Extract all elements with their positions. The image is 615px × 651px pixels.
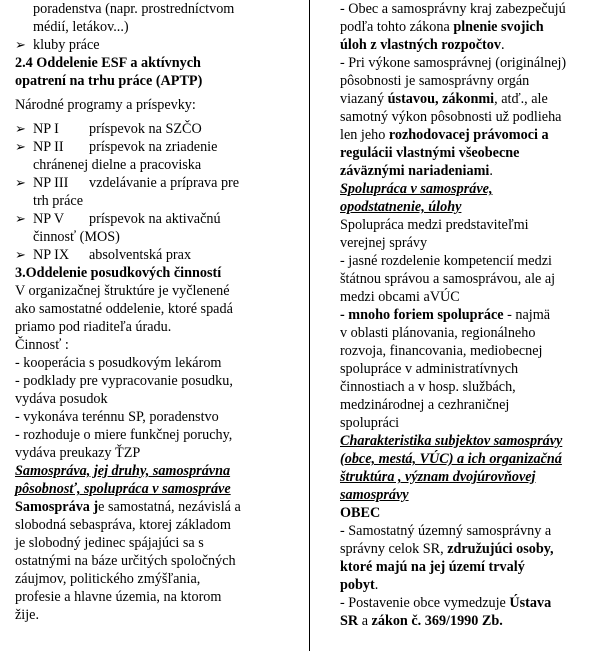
list-item: ➢ kluby práce xyxy=(15,37,100,53)
text-line: pôsobnosti je samosprávny orgán xyxy=(340,73,530,89)
arrow-bullet-icon: ➢ xyxy=(15,175,26,190)
forms-text xyxy=(340,324,602,432)
arrow-bullet-icon: ➢ xyxy=(15,121,26,136)
text-line: - Samostatný územný samosprávny a xyxy=(340,523,552,539)
samosprava-text xyxy=(15,516,302,624)
text-line: - mnoho foriem spolupráce - najmä xyxy=(340,307,551,323)
text-line: - vykonáva terénnu SP, poradenstvo xyxy=(15,409,219,425)
np-item xyxy=(15,210,302,228)
text-line: poradenstva (napr. prostredníctvom xyxy=(33,1,235,17)
text-line: podľa tohto zákona plnenie svojich xyxy=(340,19,544,35)
text-line: činnostiach a v hosp. službách, xyxy=(340,379,516,395)
text-line: ostatnými na báze určitých spoločných xyxy=(15,553,236,569)
activities-list xyxy=(15,354,302,462)
text-line: samotný výkon pôsobnosti už podlieha xyxy=(340,109,562,125)
np-item xyxy=(15,174,302,192)
text-line: SR a zákon č. 369/1990 Zb. xyxy=(340,613,503,629)
np-item-cont xyxy=(15,192,302,210)
text-line: vydáva posudok xyxy=(15,391,108,407)
text-line: V organizačnej štruktúre je vyčlenené xyxy=(15,283,230,299)
np-desc: chránenej dielne a pracoviska xyxy=(33,157,202,173)
text-line: len jeho rozhodovacej právomoci a xyxy=(340,127,549,143)
cinnost-label: Činnosť : xyxy=(15,337,69,353)
np-item xyxy=(15,138,302,156)
column-divider xyxy=(309,0,310,651)
text-line: - Pri výkone samosprávnej (originálnej) xyxy=(340,55,567,71)
text-line: pobyt. xyxy=(340,577,379,593)
obec-heading: OBEC xyxy=(340,505,381,521)
text-line: štátnou správou a samosprávou, ale aj xyxy=(340,271,556,287)
sec3-text xyxy=(15,282,302,336)
text-line: v oblasti plánovania, regionálneho xyxy=(340,325,536,341)
text-line: viazaný ústavou, zákonmi, atď., ale xyxy=(340,91,548,107)
text-line: štruktúra , význam dvojúrovňovej xyxy=(340,469,536,485)
np-desc: činnosť (MOS) xyxy=(33,229,120,245)
text-line: - podklady pre vypracovanie posudku, xyxy=(15,373,233,389)
text-line: úloh z vlastných rozpočtov. xyxy=(340,37,505,53)
text-line: záujmov, politického zmýšľania, xyxy=(15,571,201,587)
section-heading: 2.4 Oddelenie ESF a aktívnych xyxy=(15,55,201,71)
text-line: ktoré majú na jej území trvalý xyxy=(340,559,525,575)
text-line: medzinárodnej a cezhraničnej xyxy=(340,397,510,413)
text-line: médií, letákov...) xyxy=(33,19,129,35)
text-line: Spolupráca medzi predstaviteľmi xyxy=(340,217,529,233)
text-line: Charakteristika subjektov samosprávy xyxy=(340,433,563,449)
text-line: verejnej správy xyxy=(340,235,428,251)
text-line: - kooperácia s posudkovým lekárom xyxy=(15,355,222,371)
np-desc: príspevok na SZČO xyxy=(89,121,202,137)
text-line: spolupráci xyxy=(340,415,400,431)
np-intro: Národné programy a príspevky: xyxy=(15,97,196,113)
text-line: - Postavenie obce vymedzuje Ústava xyxy=(340,595,552,611)
section-heading: 3.Oddelenie posudkových činností xyxy=(15,265,222,281)
left-column xyxy=(15,0,302,624)
char-heading xyxy=(340,432,602,504)
np-desc: vzdelávanie a príprava pre xyxy=(89,175,240,191)
np-desc: príspevok na zriadenie xyxy=(89,139,218,155)
text-line: žije. xyxy=(15,607,40,623)
np-code: NP IX xyxy=(33,247,70,263)
np-item xyxy=(15,246,302,264)
text-line: spolupráce v administratívnych xyxy=(340,361,519,377)
text-line: - rozhoduje o miere funkčnej poruchy, xyxy=(15,427,233,443)
np-code: NP III xyxy=(33,175,69,191)
spolupraca-heading: Spolupráca v samospráve, xyxy=(340,181,493,197)
np-item-cont xyxy=(15,156,302,174)
samosprava-heading: Samospráva, jej druhy, samosprávna xyxy=(15,463,231,479)
right-column xyxy=(340,0,602,630)
np-code: NP I xyxy=(33,121,59,137)
np-code: NP V xyxy=(33,211,65,227)
arrow-bullet-icon: ➢ xyxy=(15,247,26,262)
text-line: medzi obcami aVÚC xyxy=(340,289,460,305)
text-line: vydáva preukazy ŤZP xyxy=(15,445,141,461)
np-item-cont xyxy=(15,228,302,246)
np-desc: absolventská prax xyxy=(89,247,192,263)
text-line: - jasné rozdelenie kompetencií medzi xyxy=(340,253,552,269)
np-desc: príspevok na aktivačnú xyxy=(89,211,221,227)
text-line: ako samostatné oddelenie, ktoré spadá xyxy=(15,301,233,317)
section-heading: opatrení na trhu práce (APTP) xyxy=(15,73,203,89)
np-list xyxy=(15,120,302,264)
text-line: záväznými nariadeniami. xyxy=(340,163,493,179)
samosprava-heading: pôsobnosť, spolupráca v samospráve xyxy=(15,481,231,497)
text-line: regulácii vlastnými všeobecne xyxy=(340,145,520,161)
text-line: rozvoja, financovania, mediobecnej xyxy=(340,343,543,359)
text-line: priamo pod riaditeľa úradu. xyxy=(15,319,172,335)
text-line: - Obec a samosprávny kraj zabezpečujú xyxy=(340,1,566,17)
text-line: profesie a hlavne územia, na ktorom xyxy=(15,589,222,605)
np-code: NP II xyxy=(33,139,64,155)
arrow-bullet-icon: ➢ xyxy=(15,37,26,52)
text-line: samosprávy xyxy=(340,487,409,503)
text-line: (obce, mestá, VÚC) a ich organizačná xyxy=(340,451,562,467)
arrow-bullet-icon: ➢ xyxy=(15,211,26,226)
text-line: je slobodný jedinec spájajúci sa s xyxy=(15,535,204,551)
text-line: slobodná sebaspráva, ktorej základom xyxy=(15,517,231,533)
samosprava-lead: Samospráva je samostatná, nezávislá a xyxy=(15,499,241,515)
np-desc: trh práce xyxy=(33,193,84,209)
text-line: správny celok SR, združujúci osoby, xyxy=(340,541,554,557)
spolupraca-heading: opodstatnenie, úlohy xyxy=(340,199,462,215)
arrow-bullet-icon: ➢ xyxy=(15,139,26,154)
np-item xyxy=(15,120,302,138)
